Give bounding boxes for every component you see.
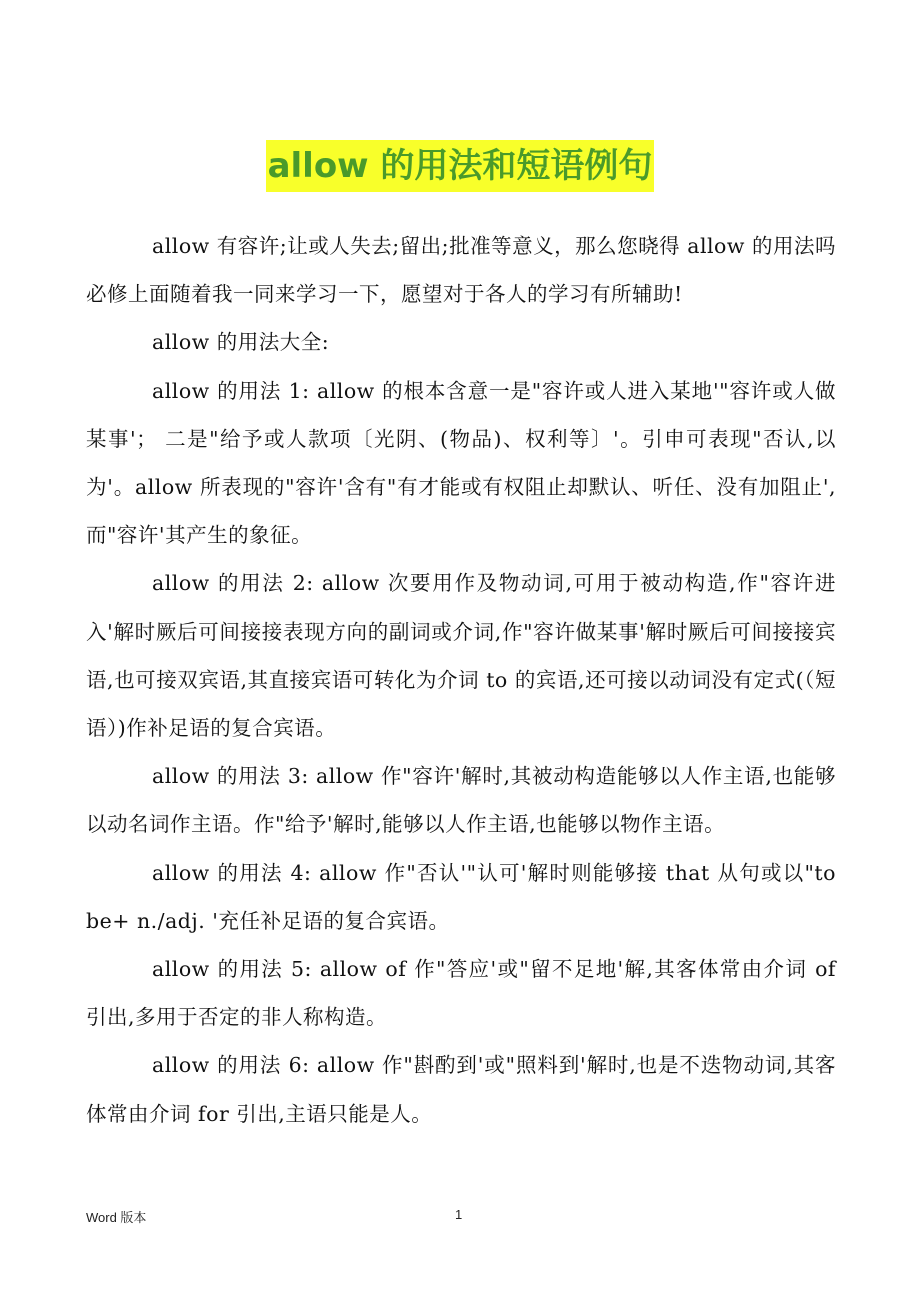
- paragraph-usage-6: allow 的用法 6: allow 作"斟酌到'或"照料到'解时,也是不迭物动词,其客体常由介词 for 引出,主语只能是人。: [86, 1053, 836, 1126]
- document-body: [86, 222, 836, 1138]
- paragraph-intro: allow 有容许;让或人失去;留出;批准等意义，那么您晓得 allow 的用法吗必修上面随着我一同来学习一下，愿望对于各人的学习有所辅助!: [86, 234, 836, 307]
- title-container: [0, 140, 920, 192]
- footer-page-number: 1: [455, 1207, 463, 1222]
- paragraph-usage-heading: allow 的用法大全:: [152, 330, 330, 355]
- paragraph-usage-1: allow 的用法 1: allow 的根本含意一是"容许或人进入某地'"容许或人做某事'； 二是"给予或人款项〔光阴、(物品)、权利等〕'。引申可表现"否认,以为'。allow 所表现的"容许'含有"有才能或有权阻止却默认、听任、没有加阻止',而"容许'其产生的象征。: [86, 378, 836, 548]
- footer-version-label: Word 版本: [86, 1210, 147, 1225]
- document-title: allow 的用法和短语例句: [266, 140, 655, 192]
- paragraph-usage-4: allow 的用法 4: allow 作"否认'"认可'解时则能够接 that 从句或以"to be+ n./adj. '充任补足语的复合宾语。: [86, 860, 836, 933]
- paragraph-usage-3: allow 的用法 3: allow 作"容许'解时,其被动构造能够以人作主语,也能够以动名词作主语。作"给予'解时,能够以人作主语,也能够以物作主语。: [86, 764, 836, 837]
- paragraph-usage-5: allow 的用法 5: allow of 作"答应'或"留不足地'解,其客体常由介词 of 引出,多用于否定的非人称构造。: [86, 957, 836, 1030]
- paragraph-usage-2: allow 的用法 2: allow 次要用作及物动词,可用于被动构造,作"容许进入'解时厥后可间接接表现方向的副词或介词,作"容许做某事'解时厥后可间接接宾语,也可接双宾语,其直接宾语可转化为介词 to 的宾语,还可接以动词没有定式(（短语）)作补足语的复合宾语。: [86, 571, 836, 741]
